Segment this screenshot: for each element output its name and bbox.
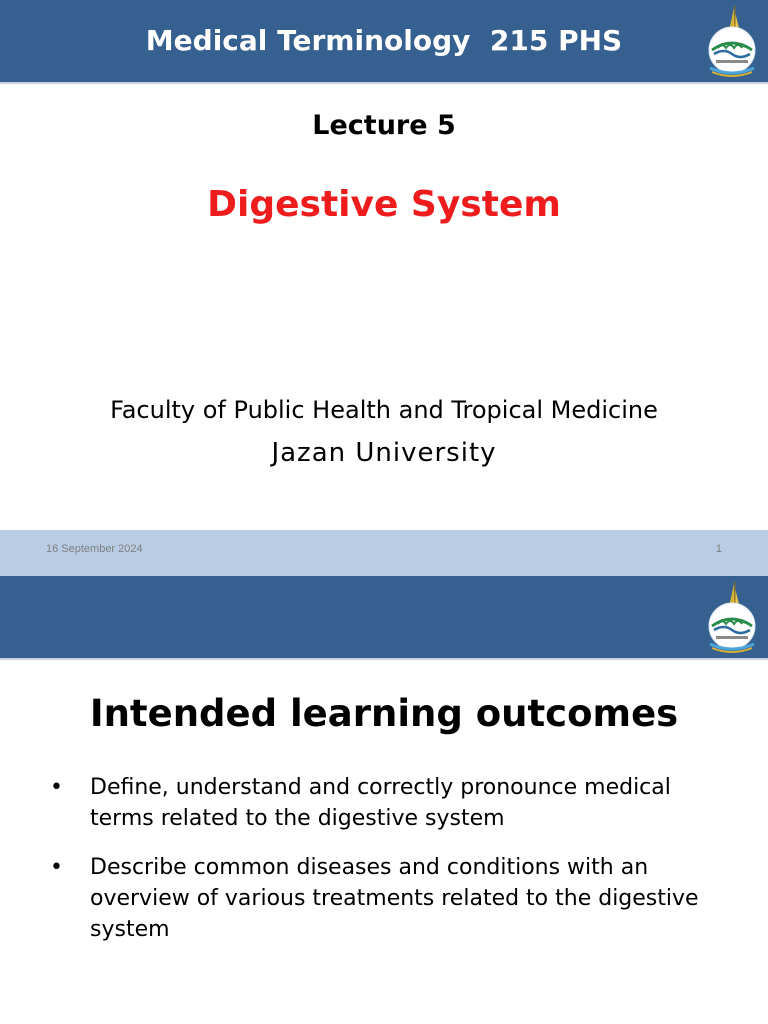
slide-footer: [0, 530, 768, 576]
slide-heading: Intended learning outcomes: [89, 692, 679, 735]
slide-header-banner: [0, 0, 768, 84]
jazan-university-logo-icon: [704, 580, 760, 654]
lecture-subject: Digestive System: [207, 184, 561, 225]
outcome-text: Describe common diseases and conditions with an overview of various treatments related to the digestive system: [90, 855, 699, 942]
slide-number: 1: [715, 543, 722, 555]
jazan-university-logo-icon: [704, 4, 760, 78]
list-item: [46, 852, 726, 945]
learning-outcomes-slide: [0, 576, 768, 1024]
bullet-icon: •: [50, 855, 63, 880]
bullet-icon: •: [50, 775, 63, 800]
faculty-name: Faculty of Public Health and Tropical Medicine: [110, 396, 658, 424]
list-item: [46, 772, 726, 834]
lecture-number: Lecture 5: [312, 110, 456, 141]
slide-header-banner: [0, 576, 768, 660]
course-title: Medical Terminology 215 PHS: [145, 24, 623, 57]
university-name: Jazan University: [271, 438, 497, 468]
outcomes-list: [46, 772, 726, 963]
footer-date: 16 September 2024: [46, 543, 143, 555]
outcome-text: Define, understand and correctly pronounce medical terms related to the digestive system: [90, 775, 671, 831]
